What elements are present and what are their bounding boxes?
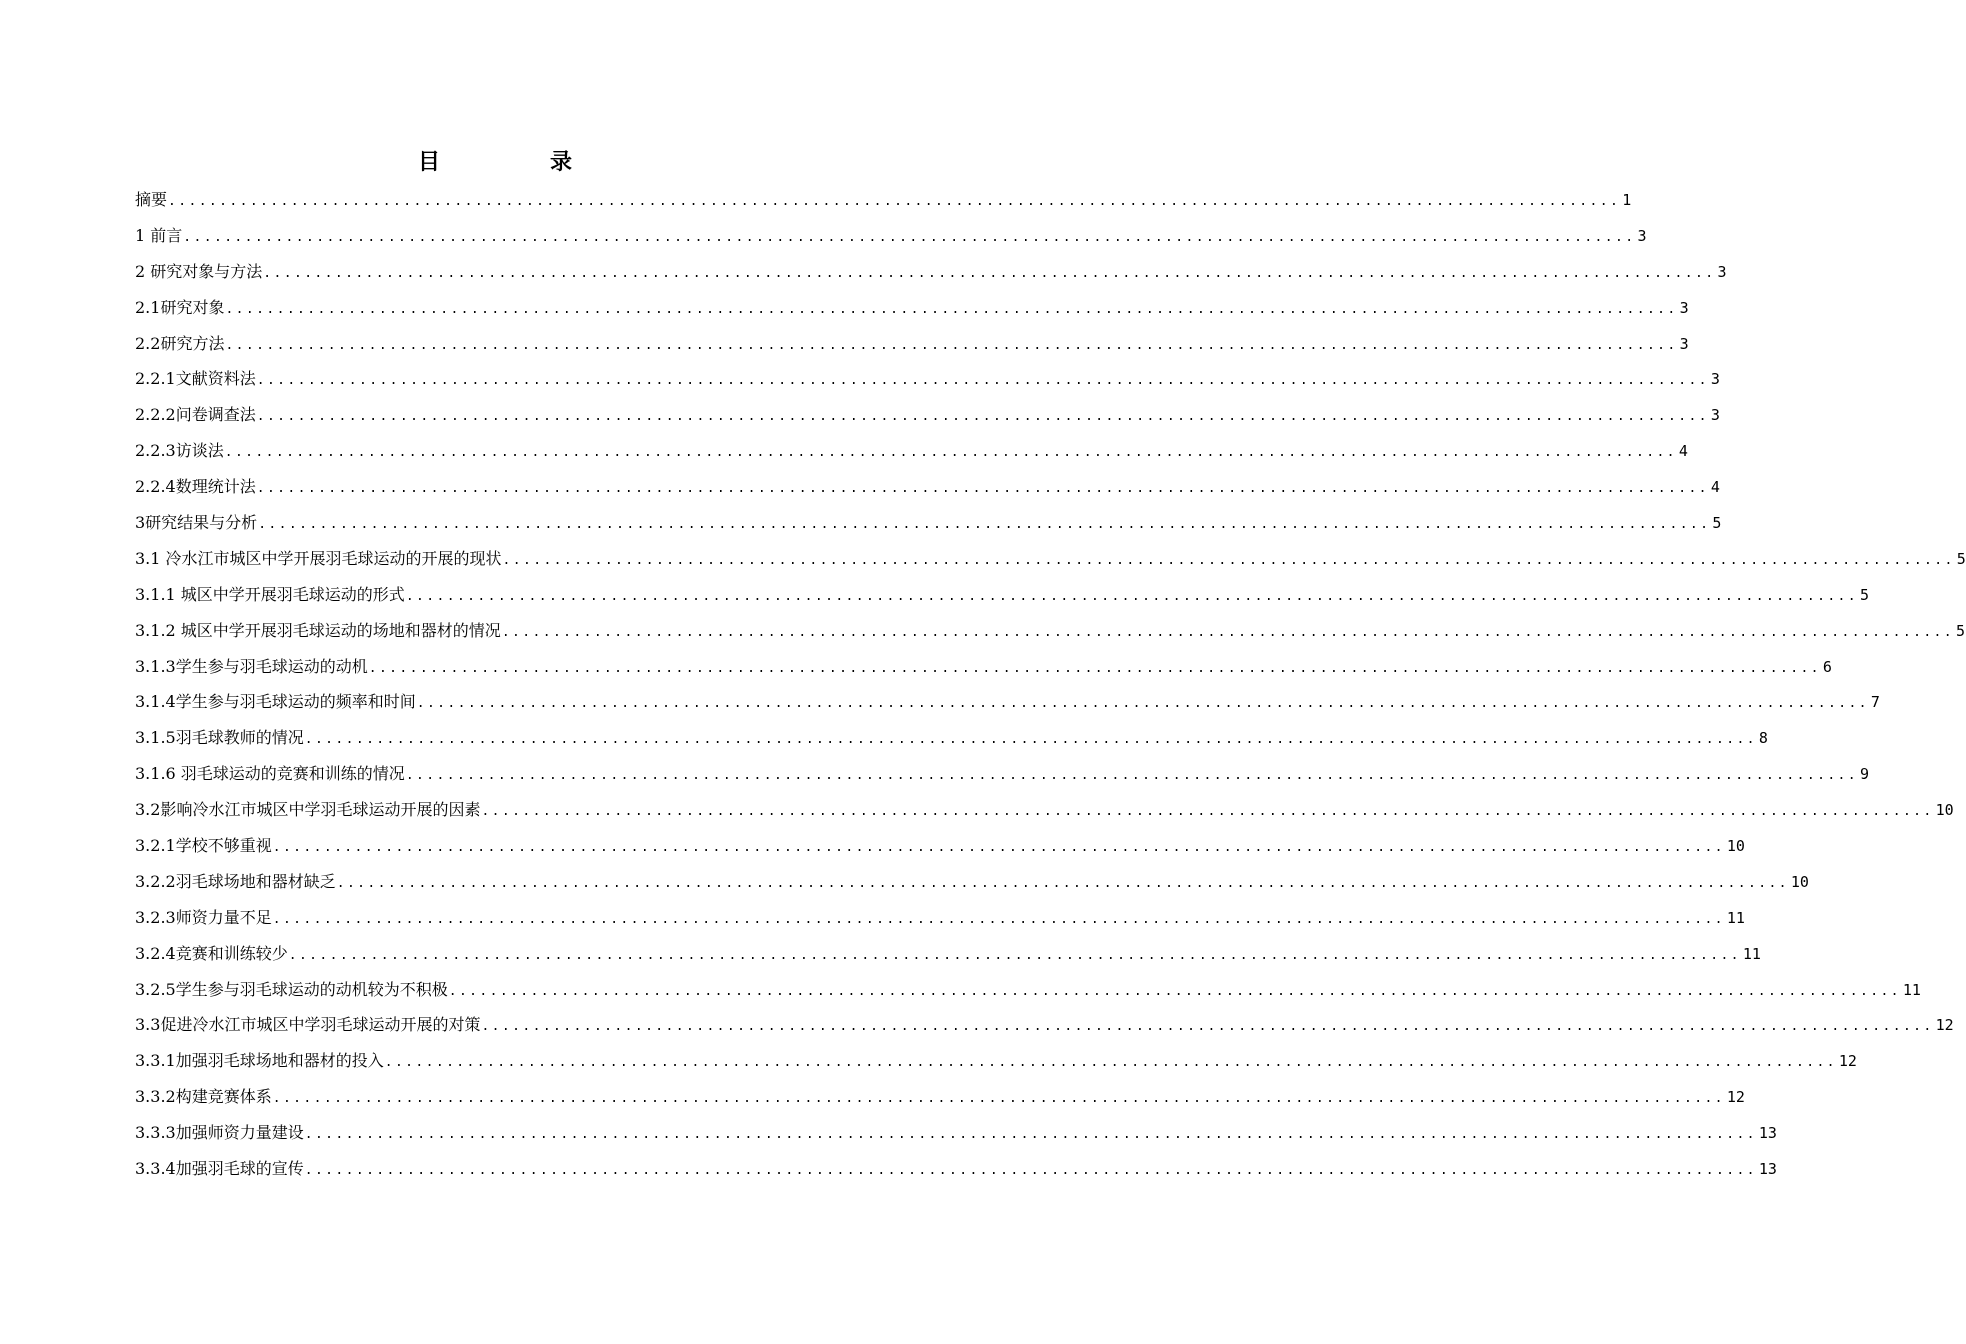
toc-entry[interactable] bbox=[135, 579, 1870, 615]
toc-entry-text: 3.3.4加强羽毛球的宣传 bbox=[135, 1159, 304, 1179]
toc-entry[interactable] bbox=[135, 651, 1832, 687]
dot-leader: .............................................................................................................................................. bbox=[288, 947, 1741, 963]
dot-leader: .............................................................................................................................................. bbox=[224, 445, 1677, 461]
dot-leader: .............................................................................................................................................. bbox=[481, 804, 1934, 820]
toc-entry-text: 3.2.2羽毛球场地和器材缺乏 bbox=[135, 871, 336, 891]
dot-leader: .............................................................................................................................................. bbox=[225, 337, 1678, 353]
toc-entry[interactable] bbox=[135, 1117, 1777, 1153]
toc-entry-text: 2 研究对象与方法 bbox=[135, 261, 263, 281]
toc-entry-text: 3研究结果与分析 bbox=[135, 513, 258, 533]
toc-entry[interactable] bbox=[135, 435, 1688, 471]
toc-entry[interactable] bbox=[135, 686, 1880, 722]
dot-leader: .............................................................................................................................................. bbox=[258, 517, 1711, 533]
toc-entry-text: 3.1.1 城区中学开展羽毛球运动的形式 bbox=[135, 584, 405, 604]
dot-leader: .............................................................................................................................................. bbox=[272, 840, 1725, 856]
dot-leader: .............................................................................................................................................. bbox=[304, 1163, 1757, 1179]
toc-entry-page-number: 5 bbox=[1956, 621, 1966, 640]
toc-entry[interactable] bbox=[135, 1153, 1777, 1189]
toc-entry[interactable] bbox=[135, 794, 1954, 830]
toc-entry-text: 3.1.2 城区中学开展羽毛球运动的场地和器材的情况 bbox=[135, 620, 501, 640]
toc-entry[interactable] bbox=[135, 866, 1809, 902]
dot-leader: .............................................................................................................................................. bbox=[183, 229, 1636, 245]
toc-entry-page-number: 6 bbox=[1822, 657, 1832, 676]
toc-entry[interactable] bbox=[135, 292, 1689, 328]
toc-entry-page-number: 8 bbox=[1758, 729, 1768, 748]
toc-entry[interactable] bbox=[135, 471, 1720, 507]
dot-leader: .............................................................................................................................................. bbox=[225, 301, 1678, 317]
toc-entry[interactable] bbox=[135, 256, 1727, 292]
toc-entry-text: 3.3.1加强羽毛球场地和器材的投入 bbox=[135, 1051, 384, 1071]
toc-entry-text: 3.2.5学生参与羽毛球运动的动机较为不积极 bbox=[135, 979, 448, 999]
toc-entry-page-number: 4 bbox=[1710, 478, 1720, 497]
toc-entry-text: 1 前言 bbox=[135, 225, 183, 245]
dot-leader: .............................................................................................................................................. bbox=[256, 373, 1709, 389]
toc-entry-page-number: 3 bbox=[1710, 406, 1720, 425]
toc-entry[interactable] bbox=[135, 974, 1921, 1010]
toc-entry[interactable] bbox=[135, 722, 1768, 758]
toc-entry[interactable] bbox=[135, 1009, 1954, 1045]
dot-leader: .............................................................................................................................................. bbox=[304, 1127, 1757, 1143]
toc-entry-page-number: 3 bbox=[1679, 334, 1689, 353]
toc-entry-page-number: 7 bbox=[1870, 693, 1880, 712]
toc-entry[interactable] bbox=[135, 220, 1647, 256]
dot-leader: .............................................................................................................................................. bbox=[481, 1019, 1934, 1035]
toc-entry-page-number: 11 bbox=[1902, 980, 1921, 999]
dot-leader: .............................................................................................................................................. bbox=[501, 624, 1954, 640]
dot-leader: .............................................................................................................................................. bbox=[336, 875, 1789, 891]
toc-entry-text: 2.2.2问卷调查法 bbox=[135, 405, 256, 425]
toc-entry-text: 3.3促进冷水江市城区中学羽毛球运动开展的对策 bbox=[135, 1015, 481, 1035]
toc-entry-page-number: 3 bbox=[1710, 370, 1720, 389]
toc-entry[interactable] bbox=[135, 1045, 1857, 1081]
toc-entry-text: 3.1.6 羽毛球运动的竞赛和训练的情况 bbox=[135, 764, 405, 784]
toc-entry-text: 2.2.3访谈法 bbox=[135, 441, 224, 461]
toc-entry[interactable] bbox=[135, 758, 1870, 794]
dot-leader: .............................................................................................................................................. bbox=[256, 409, 1709, 425]
dot-leader: .............................................................................................................................................. bbox=[448, 983, 1901, 999]
toc-entry-text: 3.2.3师资力量不足 bbox=[135, 907, 272, 927]
toc-entry-page-number: 3 bbox=[1717, 262, 1727, 281]
toc-entry-page-number: 13 bbox=[1758, 1124, 1777, 1143]
toc-entry-page-number: 4 bbox=[1678, 442, 1688, 461]
toc-entry-text: 3.1.5羽毛球教师的情况 bbox=[135, 728, 304, 748]
toc-entry-text: 3.3.3加强师资力量建设 bbox=[135, 1123, 304, 1143]
dot-leader: .............................................................................................................................................. bbox=[384, 1055, 1837, 1071]
toc-entry-text: 2.2.1文献资料法 bbox=[135, 369, 256, 389]
toc-list bbox=[135, 184, 1966, 1189]
toc-entry-page-number: 12 bbox=[1838, 1052, 1857, 1071]
toc-entry[interactable] bbox=[135, 1081, 1745, 1117]
dot-leader: .............................................................................................................................................. bbox=[405, 768, 1858, 784]
toc-entry-page-number: 11 bbox=[1726, 908, 1745, 927]
toc-entry-text: 3.2.4竞赛和训练较少 bbox=[135, 943, 288, 963]
toc-entry-page-number: 5 bbox=[1860, 585, 1870, 604]
toc-entry-page-number: 12 bbox=[1726, 1088, 1745, 1107]
dot-leader: .............................................................................................................................................. bbox=[304, 732, 1757, 748]
toc-entry[interactable] bbox=[135, 507, 1722, 543]
toc-entry-page-number: 5 bbox=[1956, 549, 1966, 568]
toc-entry-page-number: 3 bbox=[1679, 298, 1689, 317]
toc-entry-page-number: 10 bbox=[1935, 801, 1954, 820]
toc-entry-page-number: 5 bbox=[1712, 514, 1722, 533]
toc-entry[interactable] bbox=[135, 399, 1720, 435]
toc-entry[interactable] bbox=[135, 938, 1761, 974]
toc-entry-text: 3.1.3学生参与羽毛球运动的动机 bbox=[135, 656, 368, 676]
dot-leader: .............................................................................................................................................. bbox=[256, 481, 1709, 497]
toc-entry-text: 摘要 bbox=[135, 190, 168, 209]
dot-leader: .............................................................................................................................................. bbox=[502, 552, 1955, 568]
toc-entry-text: 2.2研究方法 bbox=[135, 333, 225, 353]
toc-entry-text: 3.1 冷水江市城区中学开展羽毛球运动的开展的现状 bbox=[135, 548, 502, 568]
toc-title: 目 录 bbox=[417, 149, 616, 175]
dot-leader: .............................................................................................................................................. bbox=[263, 265, 1716, 281]
dot-leader: .............................................................................................................................................. bbox=[168, 194, 1621, 209]
toc-entry[interactable] bbox=[135, 830, 1745, 866]
toc-entry-text: 3.2.1学校不够重视 bbox=[135, 836, 272, 856]
toc-entry[interactable] bbox=[135, 902, 1745, 938]
toc-entry-text: 2.2.4数理统计法 bbox=[135, 477, 256, 497]
dot-leader: .............................................................................................................................................. bbox=[272, 911, 1725, 927]
toc-entry[interactable] bbox=[135, 543, 1966, 579]
dot-leader: .............................................................................................................................................. bbox=[405, 588, 1858, 604]
toc-entry[interactable] bbox=[135, 184, 1632, 220]
toc-entry[interactable] bbox=[135, 615, 1966, 651]
toc-entry-page-number: 11 bbox=[1742, 944, 1761, 963]
dot-leader: .............................................................................................................................................. bbox=[416, 696, 1869, 712]
toc-entry[interactable] bbox=[135, 363, 1720, 399]
toc-entry-page-number: 1 bbox=[1622, 191, 1632, 209]
toc-entry-text: 3.1.4学生参与羽毛球运动的频率和时间 bbox=[135, 692, 416, 712]
toc-entry-text: 2.1研究对象 bbox=[135, 297, 225, 317]
dot-leader: .............................................................................................................................................. bbox=[272, 1091, 1725, 1107]
toc-entry-page-number: 10 bbox=[1726, 837, 1745, 856]
toc-entry-text: 3.2影响冷水江市城区中学羽毛球运动开展的因素 bbox=[135, 800, 481, 820]
toc-entry-text: 3.3.2构建竞赛体系 bbox=[135, 1087, 272, 1107]
toc-entry-page-number: 3 bbox=[1637, 226, 1647, 245]
toc-entry-page-number: 9 bbox=[1860, 765, 1870, 784]
dot-leader: .............................................................................................................................................. bbox=[368, 660, 1821, 676]
toc-entry-page-number: 10 bbox=[1790, 872, 1809, 891]
toc-entry-page-number: 13 bbox=[1758, 1160, 1777, 1179]
toc-entry[interactable] bbox=[135, 328, 1689, 364]
toc-entry-page-number: 12 bbox=[1935, 1016, 1954, 1035]
